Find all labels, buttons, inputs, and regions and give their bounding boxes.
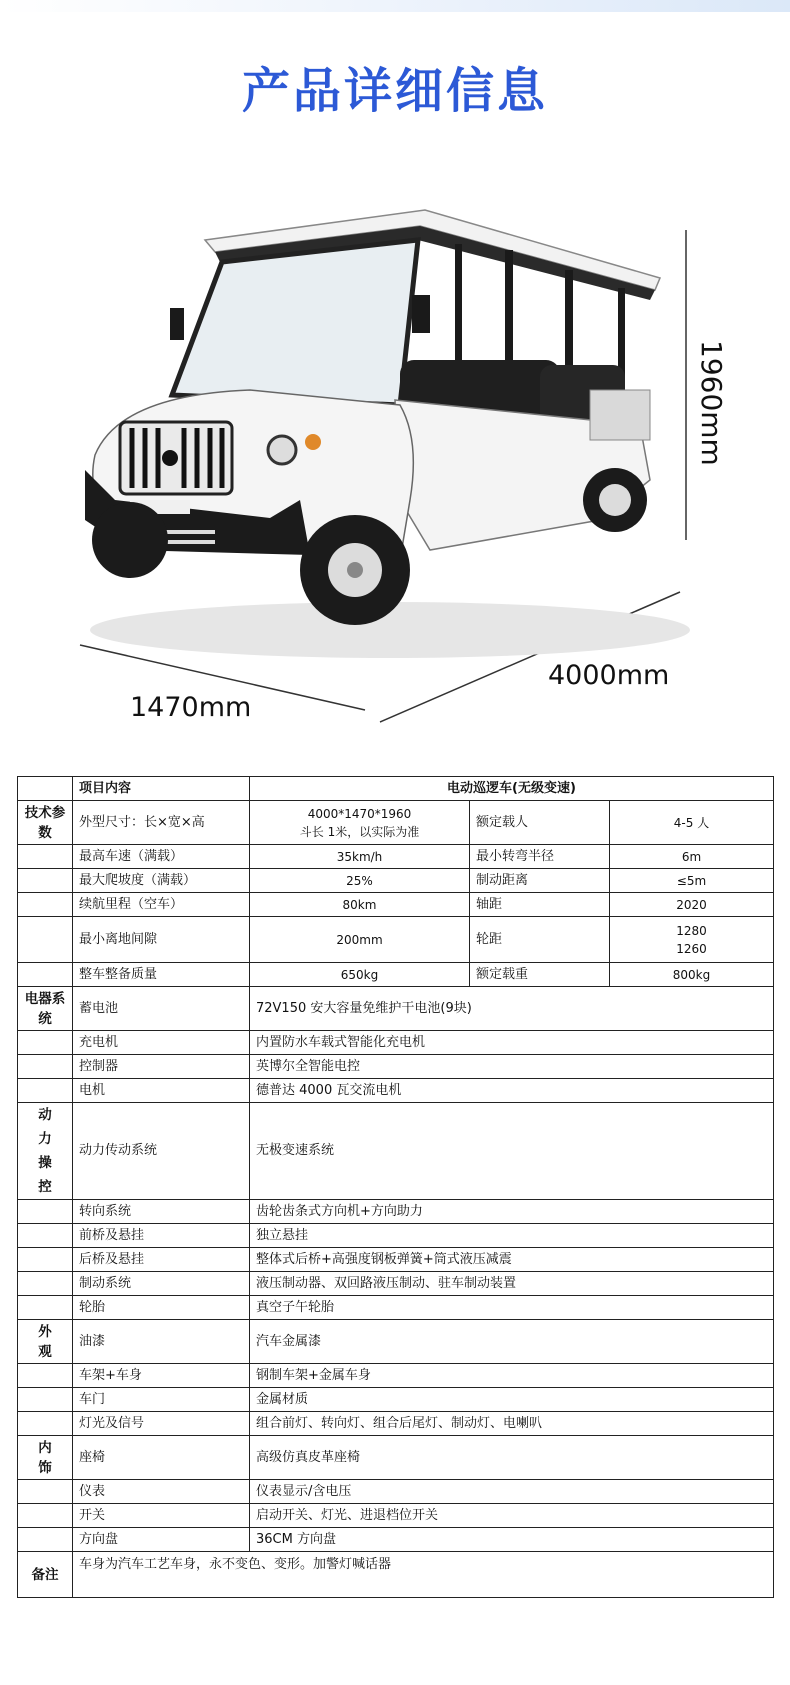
spec-table (17, 776, 774, 1598)
table-row (18, 1248, 774, 1272)
table-row (18, 869, 774, 893)
notes-value: 车身为汽车工艺车身，永不变色、变形。加警灯喊话器 (73, 1552, 774, 1598)
row-label: 续航里程（空车） (73, 893, 250, 917)
row-label: 控制器 (73, 1055, 250, 1079)
row-label: 制动系统 (73, 1272, 250, 1296)
row-label: 充电机 (73, 1031, 250, 1055)
table-header-row (18, 777, 774, 801)
row-label: 仪表 (73, 1480, 250, 1504)
table-row (18, 1480, 774, 1504)
row-value2: 6m (610, 845, 774, 869)
row-value: 汽车金属漆 (250, 1320, 774, 1364)
row-label: 最高车速（满载） (73, 845, 250, 869)
table-row (18, 845, 774, 869)
row-value2: 4-5 人 (610, 801, 774, 845)
row-value: 仪表显示/含电压 (250, 1480, 774, 1504)
table-row (18, 1436, 774, 1480)
row-label: 最大爬坡度（满载） (73, 869, 250, 893)
row-label: 后桥及悬挂 (73, 1248, 250, 1272)
height-dimension-label: 1960mm (695, 340, 728, 466)
row-value: 35km/h (250, 845, 470, 869)
category-tech: 技术参数 (18, 801, 73, 845)
length-dimension-label: 4000mm (548, 660, 670, 691)
row-label2: 轮距 (470, 917, 610, 963)
row-label: 前桥及悬挂 (73, 1224, 250, 1248)
table-row (18, 1031, 774, 1055)
row-label: 转向系统 (73, 1200, 250, 1224)
row-label: 油漆 (73, 1320, 250, 1364)
row-value: 200mm (250, 917, 470, 963)
row-value2: 800kg (610, 963, 774, 987)
row-label: 最小离地间隙 (73, 917, 250, 963)
row-value: 独立悬挂 (250, 1224, 774, 1248)
row-value: 组合前灯、转向灯、组合后尾灯、制动灯、电喇叭 (250, 1412, 774, 1436)
category-power: 动力操控 (18, 1103, 73, 1200)
row-value: 金属材质 (250, 1388, 774, 1412)
row-value: 齿轮齿条式方向机+方向助力 (250, 1200, 774, 1224)
header-product-name: 电动巡逻车(无级变速) (250, 777, 774, 801)
table-row (18, 1412, 774, 1436)
row-value: 英博尔全智能电控 (250, 1055, 774, 1079)
row-value: 80km (250, 893, 470, 917)
category-exterior: 外观 (18, 1320, 73, 1364)
row-value: 4000*1470*1960 斗长 1米，以实际为准 (250, 801, 470, 845)
width-dimension-label: 1470mm (130, 692, 252, 723)
table-row (18, 963, 774, 987)
row-label: 方向盘 (73, 1528, 250, 1552)
category-electric: 电器系统 (18, 987, 73, 1031)
table-row (18, 1552, 774, 1598)
table-row (18, 801, 774, 845)
table-row (18, 987, 774, 1031)
table-row (18, 1079, 774, 1103)
row-value: 高级仿真皮革座椅 (250, 1436, 774, 1480)
row-label: 车架+车身 (73, 1364, 250, 1388)
row-label2: 额定载人 (470, 801, 610, 845)
top-gradient-bar (0, 0, 790, 12)
header-item-content: 项目内容 (73, 777, 250, 801)
row-label: 开关 (73, 1504, 250, 1528)
row-value2: ≤5m (610, 869, 774, 893)
electric-patrol-car-image (0, 200, 790, 740)
row-value: 德普达 4000 瓦交流电机 (250, 1079, 774, 1103)
row-value: 液压制动器、双回路液压制动、驻车制动装置 (250, 1272, 774, 1296)
row-label: 外型尺寸：长×宽×高 (73, 801, 250, 845)
row-label: 电机 (73, 1079, 250, 1103)
row-value2: 2020 (610, 893, 774, 917)
row-value: 内置防水车载式智能化充电机 (250, 1031, 774, 1055)
row-value2: 1280 1260 (610, 917, 774, 963)
row-label: 蓄电池 (73, 987, 250, 1031)
row-label: 灯光及信号 (73, 1412, 250, 1436)
table-row (18, 1364, 774, 1388)
table-row (18, 1224, 774, 1248)
row-label2: 额定载重 (470, 963, 610, 987)
page-title: 产品详细信息 (241, 63, 548, 119)
table-row (18, 1320, 774, 1364)
row-label: 整车整备质量 (73, 963, 250, 987)
front-wheel (300, 515, 410, 625)
row-value: 无极变速系统 (250, 1103, 774, 1200)
row-value: 650kg (250, 963, 470, 987)
row-label: 动力传动系统 (73, 1103, 250, 1200)
category-notes: 备注 (18, 1552, 73, 1598)
table-row (18, 1200, 774, 1224)
rear-wheel (583, 468, 647, 532)
row-label: 车门 (73, 1388, 250, 1412)
row-label: 座椅 (73, 1436, 250, 1480)
row-label: 轮胎 (73, 1296, 250, 1320)
row-label2: 轴距 (470, 893, 610, 917)
row-value: 启动开关、灯光、进退档位开关 (250, 1504, 774, 1528)
table-row (18, 917, 774, 963)
table-row (18, 1296, 774, 1320)
row-value: 36CM 方向盘 (250, 1528, 774, 1552)
table-row (18, 1055, 774, 1079)
table-row (18, 1272, 774, 1296)
table-row (18, 1504, 774, 1528)
row-value: 钢制车架+金属车身 (250, 1364, 774, 1388)
table-row (18, 893, 774, 917)
row-value: 真空子午轮胎 (250, 1296, 774, 1320)
category-interior: 内饰 (18, 1436, 73, 1480)
row-value: 整体式后桥+高强度钢板弹簧+筒式液压减震 (250, 1248, 774, 1272)
row-value: 72V150 安大容量免维护干电池(9块) (250, 987, 774, 1031)
table-row (18, 1103, 774, 1200)
table-row (18, 1388, 774, 1412)
row-label2: 制动距离 (470, 869, 610, 893)
row-label2: 最小转弯半径 (470, 845, 610, 869)
table-row (18, 1528, 774, 1552)
row-value: 25% (250, 869, 470, 893)
